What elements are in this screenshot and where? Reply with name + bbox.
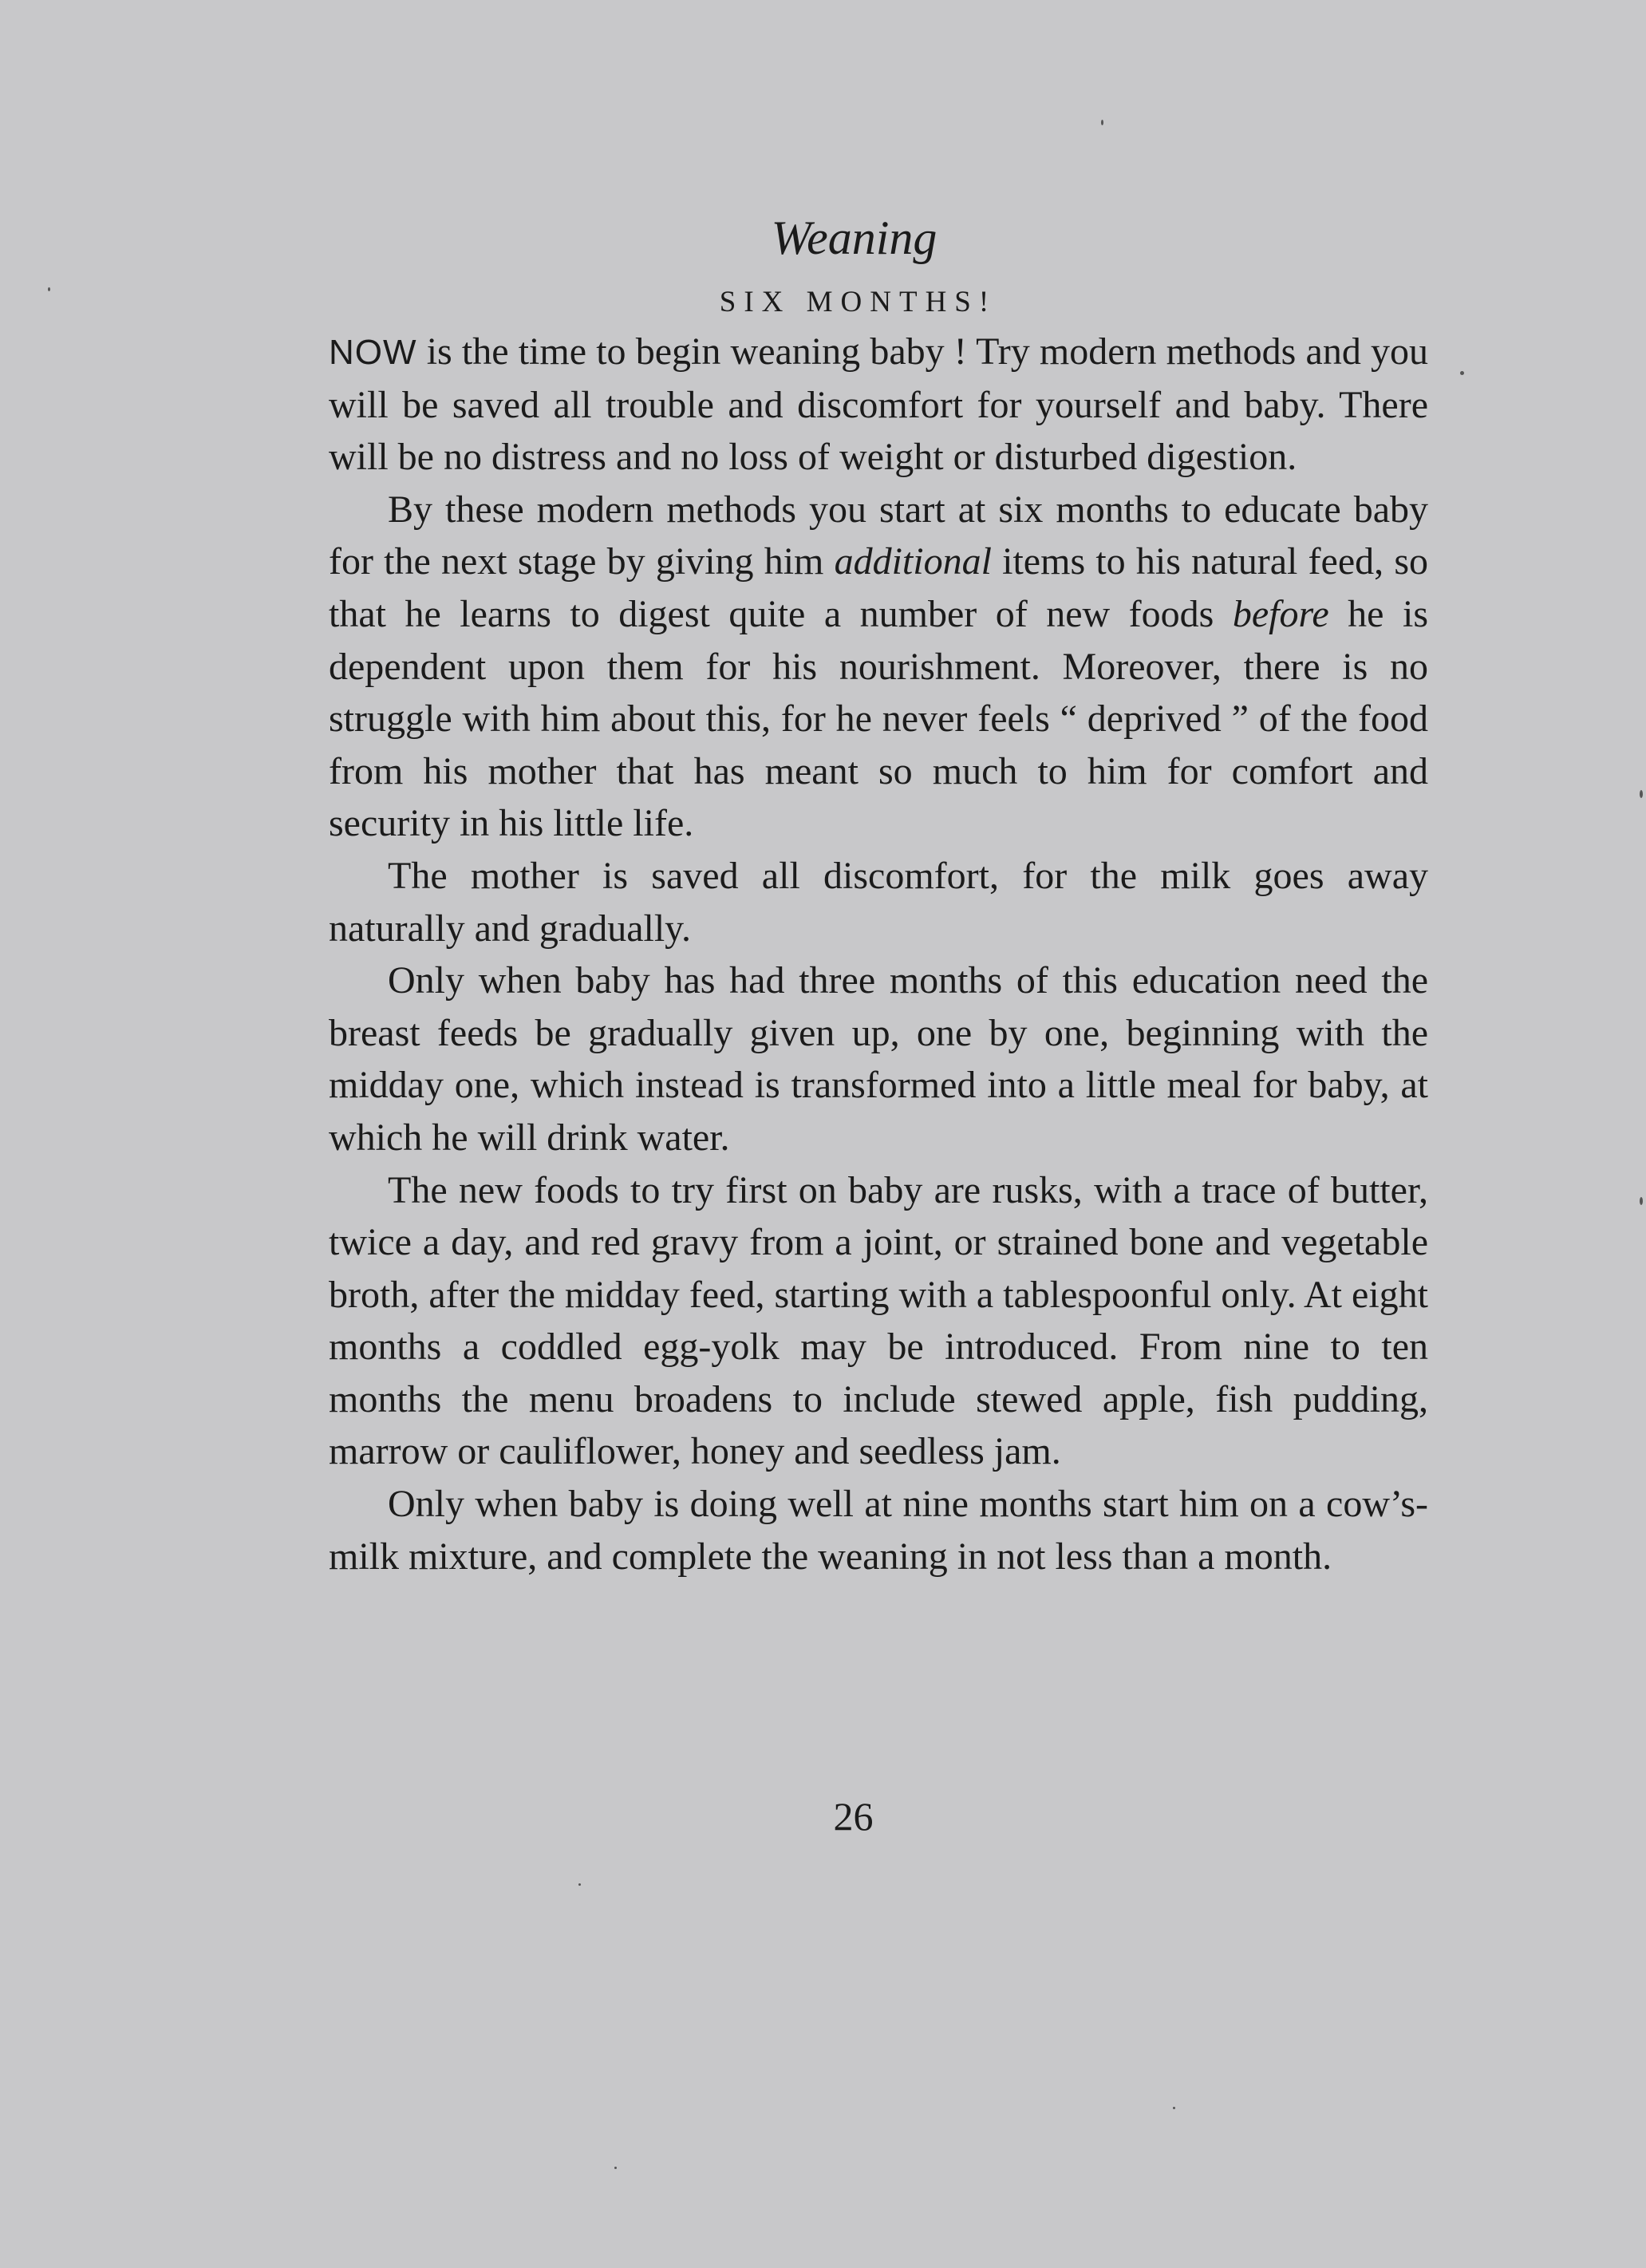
- paragraph-6: Only when baby is doing well at nine months start him on a cow’s-milk mixture, and complete the weaning in not less than a month.: [329, 1483, 1428, 1578]
- paper-speck: [1640, 1197, 1643, 1205]
- section-heading: SIX MONTHS!: [719, 286, 997, 318]
- paragraph-5: The new foods to try first on baby are rusks, with a trace of butter, twice a day, and red gravy from a joint, or strained bone and vegetable broth, after the midday feed, starting with a tablespoonful only. At eight months a coddled egg-yolk may be introduced. From nine to ten months the menu broadens to include stewed apple, fish pudding, marrow or cauliflower, honey and seedless jam.: [329, 1168, 1428, 1473]
- paragraph-1-text: is the time to begin weaning baby ! Try modern methods and you will be saved all trouble and discomfort for yourself and baby. There will be no distress and no loss of weight or disturbed digestion.: [329, 330, 1428, 479]
- paragraph-2-part-1: By these modern methods you start at six months to educate baby for the next stage by giving him: [329, 488, 1428, 583]
- paragraph-2-part-2: items to his natural feed, so that he learns to digest quite a number of new foods: [329, 540, 1428, 635]
- lead-word: NOW: [329, 333, 417, 372]
- paragraph-3: The mother is saved all discomfort, for the milk goes away naturally and gradually.: [329, 854, 1428, 950]
- paper-speck: [1101, 120, 1103, 125]
- paragraph-2-part-3: he is dependent upon them for his nourishment. Moreover, there is no struggle with him about this, for he never feels “ deprived ” of the food from his mother that has meant so much to him for comfort and security in his little life.: [329, 592, 1428, 845]
- body-text: [329, 326, 1428, 1582]
- page-title: Weaning: [771, 211, 937, 264]
- emphasis-additional: additional: [834, 540, 992, 583]
- paper-speck: [614, 2167, 617, 2169]
- paragraph-1: [329, 326, 1428, 484]
- emphasis-before: before: [1232, 592, 1329, 635]
- paper-speck: [1173, 2107, 1175, 2109]
- paragraph-2: [329, 484, 1428, 850]
- paper-speck: [578, 1883, 581, 1886]
- paper-speck: [48, 287, 50, 291]
- paragraph-4: Only when baby has had three months of this education need the breast feeds be gradually given up, one by one, beginning with the midday one, which instead is transformed into a little meal for baby, at which he will drink water.: [329, 959, 1428, 1159]
- paper-speck: [1460, 371, 1464, 375]
- paper-speck: [1640, 790, 1643, 798]
- page-number: 26: [833, 1794, 874, 1839]
